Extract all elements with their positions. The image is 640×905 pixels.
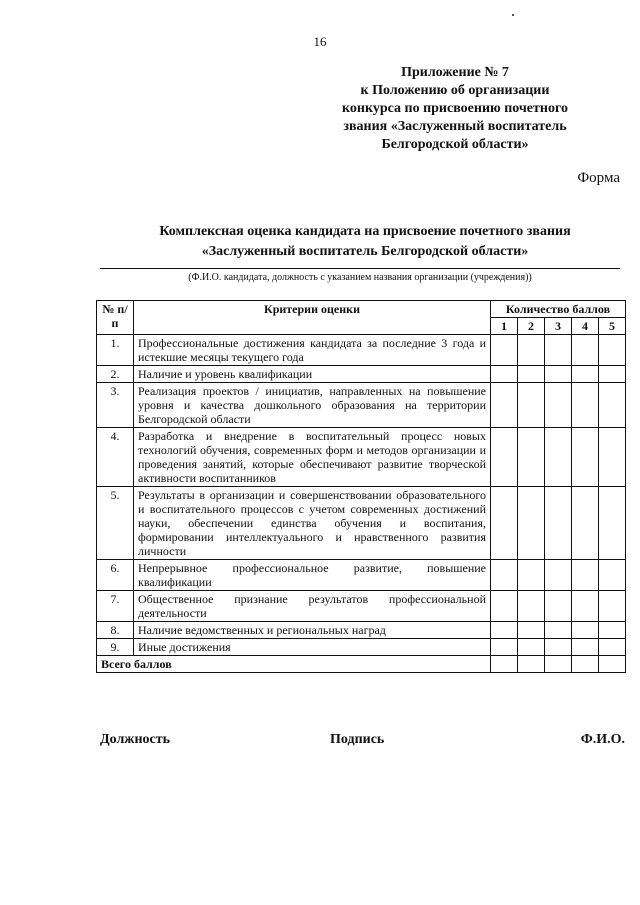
- scan-mark: [512, 14, 514, 16]
- row-criterion: Наличие ведомственных и региональных наград: [134, 622, 491, 639]
- appendix-line-3: конкурса по присвоению почетного: [342, 101, 568, 116]
- score-cell[interactable]: [599, 639, 626, 656]
- row-number: 7.: [97, 591, 134, 622]
- form-label: Форма: [577, 170, 620, 186]
- candidate-name-line: [100, 268, 620, 269]
- score-cell[interactable]: [599, 366, 626, 383]
- score-cell[interactable]: [518, 428, 545, 487]
- page-number: 16: [313, 34, 327, 49]
- table-row: [97, 591, 626, 622]
- total-score-cell[interactable]: [545, 656, 572, 673]
- title-line-2: «Заслуженный воспитатель Белгородской области»: [201, 244, 529, 259]
- score-cell[interactable]: [491, 487, 518, 560]
- row-number: 9.: [97, 639, 134, 656]
- score-cell[interactable]: [545, 383, 572, 428]
- row-criterion: Разработка и внедрение в воспитательный процесс новых технологий обучения, современных форм и методов организации и проведения занятий, которые обеспечивают развитие творческой активности воспитанников: [134, 428, 491, 487]
- score-cell[interactable]: [518, 591, 545, 622]
- row-number: 2.: [97, 366, 134, 383]
- appendix-line-2: к Положению об организации: [360, 83, 550, 98]
- score-cell[interactable]: [545, 560, 572, 591]
- row-criterion: Общественное признание результатов профессиональной деятельности: [134, 591, 491, 622]
- total-score-cell[interactable]: [491, 656, 518, 673]
- table-row: [97, 383, 626, 428]
- score-cell[interactable]: [572, 591, 599, 622]
- score-4: 4: [572, 318, 599, 335]
- appendix-line-5: Белгородской области»: [381, 137, 529, 152]
- score-cell[interactable]: [491, 622, 518, 639]
- appendix-header: [330, 64, 580, 154]
- score-cell[interactable]: [545, 335, 572, 366]
- score-cell[interactable]: [545, 591, 572, 622]
- score-cell[interactable]: [545, 428, 572, 487]
- score-cell[interactable]: [491, 383, 518, 428]
- score-cell[interactable]: [572, 428, 599, 487]
- score-cell[interactable]: [599, 591, 626, 622]
- score-cell[interactable]: [491, 335, 518, 366]
- row-criterion: Реализация проектов / инициатив, направленных на повышение уровня и качества дошкольного образования на территории Белгородской области: [134, 383, 491, 428]
- header-score: Количество баллов: [491, 301, 626, 318]
- row-criterion: Непрерывное профессиональное развитие, повышение квалификации: [134, 560, 491, 591]
- score-cell[interactable]: [518, 622, 545, 639]
- score-cell[interactable]: [518, 487, 545, 560]
- score-cell[interactable]: [491, 560, 518, 591]
- score-cell[interactable]: [545, 366, 572, 383]
- score-2: 2: [518, 318, 545, 335]
- table-row: [97, 487, 626, 560]
- score-cell[interactable]: [491, 639, 518, 656]
- document-title: [60, 222, 640, 262]
- score-cell[interactable]: [572, 366, 599, 383]
- score-cell[interactable]: [572, 622, 599, 639]
- row-criterion: Наличие и уровень квалификации: [134, 366, 491, 383]
- candidate-name-caption: (Ф.И.О. кандидата, должность с указанием названия организации (учреждения)): [188, 272, 532, 283]
- table-row: [97, 622, 626, 639]
- title-line-1: Комплексная оценка кандидата на присвоение почетного звания: [159, 224, 571, 239]
- row-criterion: Профессиональные достижения кандидата за последние 3 года и истекшие месяцы текущего года: [134, 335, 491, 366]
- appendix-line-4: звания «Заслуженный воспитатель: [343, 119, 567, 134]
- appendix-line-1: Приложение № 7: [401, 65, 509, 80]
- total-row: [97, 656, 626, 673]
- score-cell[interactable]: [518, 639, 545, 656]
- score-cell[interactable]: [572, 335, 599, 366]
- row-number: 4.: [97, 428, 134, 487]
- score-cell[interactable]: [599, 428, 626, 487]
- header-criteria: Критерии оценки: [134, 301, 491, 335]
- score-cell[interactable]: [491, 366, 518, 383]
- table-row: [97, 428, 626, 487]
- score-cell[interactable]: [491, 591, 518, 622]
- score-cell[interactable]: [572, 383, 599, 428]
- score-cell[interactable]: [491, 428, 518, 487]
- score-cell[interactable]: [545, 639, 572, 656]
- table-row: [97, 560, 626, 591]
- score-cell[interactable]: [545, 622, 572, 639]
- score-cell[interactable]: [518, 383, 545, 428]
- evaluation-table: [96, 300, 626, 673]
- score-3: 3: [545, 318, 572, 335]
- row-number: 6.: [97, 560, 134, 591]
- table-row: [97, 366, 626, 383]
- score-1: 1: [491, 318, 518, 335]
- score-5: 5: [599, 318, 626, 335]
- total-score-cell[interactable]: [518, 656, 545, 673]
- score-cell[interactable]: [545, 487, 572, 560]
- row-number: 5.: [97, 487, 134, 560]
- row-criterion: Результаты в организации и совершенствовании образовательного и воспитательного процессов с учетом современных достижений науки, обеспечении единства обучения и воспитания, формировании интеллектуального и нравственного развития личности: [134, 487, 491, 560]
- score-cell[interactable]: [599, 560, 626, 591]
- header-number: № п/п: [97, 301, 134, 335]
- total-label: Всего баллов: [97, 656, 491, 673]
- score-cell[interactable]: [599, 335, 626, 366]
- footer-position: Должность: [100, 732, 171, 747]
- footer-full-name: Ф.И.О.: [580, 732, 625, 747]
- row-number: 8.: [97, 622, 134, 639]
- score-cell[interactable]: [572, 560, 599, 591]
- score-cell[interactable]: [518, 335, 545, 366]
- score-cell[interactable]: [599, 622, 626, 639]
- total-score-cell[interactable]: [599, 656, 626, 673]
- score-cell[interactable]: [518, 366, 545, 383]
- footer-signature: Подпись: [330, 732, 385, 747]
- table-row: [97, 335, 626, 366]
- row-number: 3.: [97, 383, 134, 428]
- row-criterion: Иные достижения: [134, 639, 491, 656]
- total-score-cell[interactable]: [572, 656, 599, 673]
- score-cell[interactable]: [572, 487, 599, 560]
- score-cell[interactable]: [518, 560, 545, 591]
- table-row: [97, 639, 626, 656]
- score-cell[interactable]: [599, 487, 626, 560]
- table-header-row: [97, 301, 626, 318]
- score-cell[interactable]: [599, 383, 626, 428]
- row-number: 1.: [97, 335, 134, 366]
- score-cell[interactable]: [572, 639, 599, 656]
